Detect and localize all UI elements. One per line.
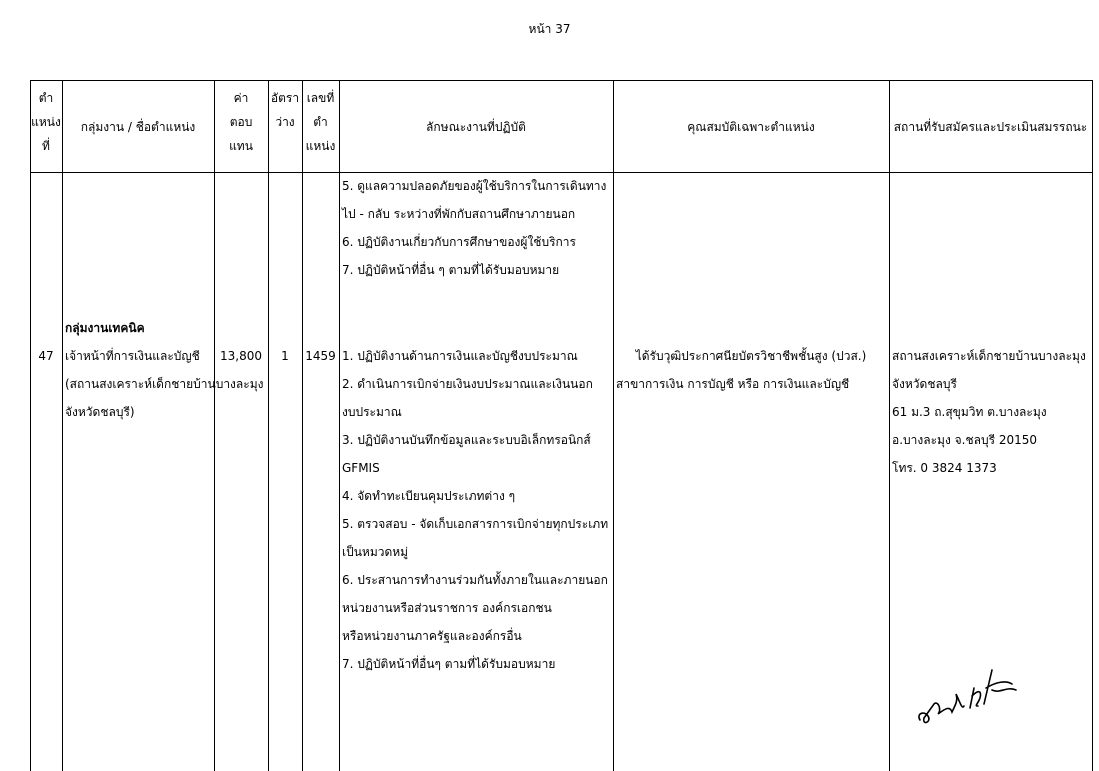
location-line: 61 ม.3 ถ.สุขุมวิท ต.บางละมุง — [892, 405, 1047, 419]
duty-line: 4. จัดทำทะเบียนคุมประเภทต่าง ๆ — [342, 489, 516, 503]
header-pay-line: ค่า — [233, 91, 249, 105]
duty-line: 5. ตรวจสอบ - จัดเก็บเอกสารการเบิกจ่ายทุกประเภท — [342, 517, 609, 531]
header-posno-line: ตำ — [313, 115, 328, 129]
qualification-line: สาขาการเงิน การบัญชี หรือ การเงินและบัญชี — [616, 377, 850, 391]
duty-line: GFMIS — [342, 461, 380, 475]
position-line: จังหวัดชลบุรี) — [65, 405, 135, 419]
pay-value: 13,800 — [220, 349, 262, 363]
posno-value: 1459 — [305, 349, 336, 363]
prev-duty-line: 5. ดูแลความปลอดภัยของผู้ใช้บริการในการเดินทาง — [342, 179, 607, 193]
col-border — [30, 80, 31, 771]
col-border — [302, 80, 303, 771]
page-number: หน้า 37 — [528, 22, 571, 36]
duty-line: งบประมาณ — [342, 405, 402, 419]
rate-value: 1 — [281, 349, 289, 363]
col-border — [62, 80, 63, 771]
qualification-line: ได้รับวุฒิประกาศนียบัตรวิชาชีพชั้นสูง (ปวส.) — [635, 349, 867, 363]
table-top-border — [30, 80, 1093, 81]
duty-line: 1. ปฏิบัติงานด้านการเงินและบัญชีงบประมาณ — [342, 349, 578, 363]
header-group: กลุ่มงาน / ชื่อตำแหน่ง — [80, 120, 196, 134]
header-pay — [214, 86, 268, 158]
header-no-line: ตำ — [38, 91, 54, 105]
duty-line: เป็นหมวดหมู่ — [342, 545, 409, 559]
col-border — [1092, 80, 1093, 771]
header-rate-line: ว่าง — [275, 115, 295, 129]
location-line: โทร. 0 3824 1373 — [892, 461, 997, 475]
header-posno-line: แหน่ง — [305, 139, 336, 153]
position-line: เจ้าหน้าที่การเงินและบัญชี — [65, 349, 200, 363]
header-pay-line: ตอบ — [229, 115, 253, 129]
col-border — [889, 80, 890, 771]
col-border — [613, 80, 614, 771]
header-duties: ลักษณะงานที่ปฏิบัติ — [426, 120, 526, 134]
header-posno — [302, 86, 339, 158]
col-border — [214, 80, 215, 771]
location-line: จังหวัดชลบุรี — [892, 377, 957, 391]
col-border — [339, 80, 340, 771]
duty-line: 2. ดำเนินการเบิกจ่ายเงินงบประมาณและเงินนอก — [342, 377, 593, 391]
group-title: กลุ่มงานเทคนิค — [65, 321, 145, 335]
header-rate-line: อัตรา — [270, 91, 300, 105]
duty-line: หน่วยงานหรือส่วนราชการ องค์กรเอกชน — [342, 601, 552, 615]
header-no-line: แหน่ง — [31, 115, 61, 129]
location-line: สถานสงเคราะห์เด็กชายบ้านบางละมุง — [892, 349, 1086, 363]
header-posno-line: เลขที่ — [306, 91, 335, 105]
header-location: สถานที่รับสมัครและประเมินสมรรถนะ — [893, 120, 1088, 134]
position-line: (สถานสงเคราะห์เด็กชายบ้านบางละมุง — [65, 377, 264, 391]
prev-duty-line: 6. ปฏิบัติงานเกี่ยวกับการศึกษาของผู้ใช้บริการ — [342, 235, 576, 249]
col-border — [268, 80, 269, 771]
duty-line: 3. ปฏิบัติงานบันทึกข้อมูลและระบบอิเล็กทรอนิกส์ — [342, 433, 591, 447]
duty-line: 6. ประสานการทำงานร่วมกันทั้งภายในและภายนอก — [342, 573, 608, 587]
header-qualifications: คุณสมบัติเฉพาะตำแหน่ง — [687, 120, 815, 134]
location-line: อ.บางละมุง จ.ชลบุรี 20150 — [892, 433, 1038, 447]
handwritten-signature-icon — [912, 660, 1022, 730]
duty-line: หรือหน่วยงานภาครัฐและองค์กรอื่น — [342, 629, 522, 643]
duty-line: 7. ปฏิบัติหน้าที่อื่นๆ ตามที่ได้รับมอบหมาย — [342, 657, 556, 671]
header-no — [30, 86, 62, 158]
header-pay-line: แทน — [229, 139, 253, 153]
header-no-line: ที่ — [42, 139, 50, 153]
prev-duty-line: 7. ปฏิบัติหน้าที่อื่น ๆ ตามที่ได้รับมอบหมาย — [342, 263, 560, 277]
row-no: 47 — [38, 349, 54, 363]
prev-duty-line: ไป - กลับ ระหว่างที่พักกับสถานศึกษาภายนอก — [342, 207, 576, 221]
header-rate — [268, 86, 302, 134]
